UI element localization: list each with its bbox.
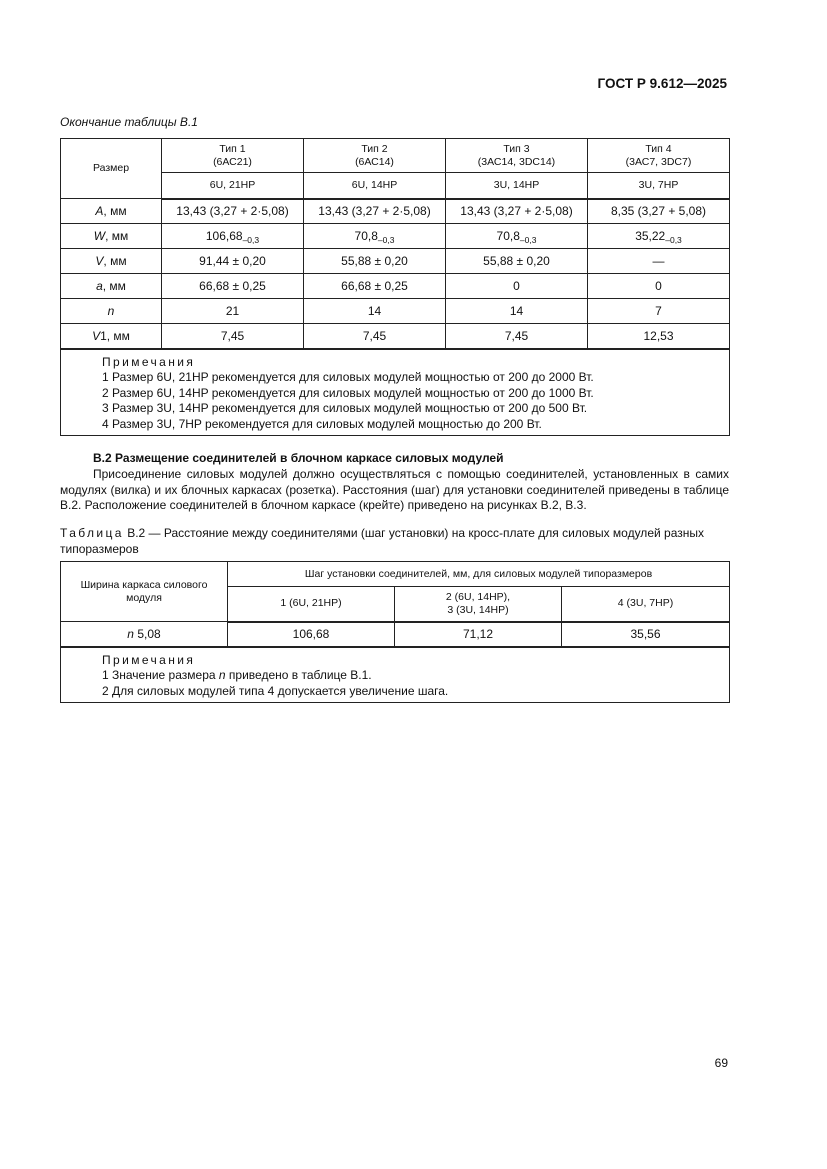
table-row bbox=[61, 622, 730, 647]
type-size: 6U, 14HP bbox=[304, 173, 446, 199]
row-label: W, мм bbox=[61, 224, 162, 249]
size-header: Размер bbox=[61, 139, 162, 199]
table-cell: $70,8_{-0,3}$ bbox=[304, 224, 446, 249]
table-b1 bbox=[60, 138, 730, 436]
table-cell: 91,44 ± 0,20 bbox=[162, 249, 304, 274]
row-label: a, мм bbox=[61, 274, 162, 299]
table-cell: 66,68 ± 0,25 bbox=[162, 274, 304, 299]
table-row bbox=[61, 224, 730, 249]
table-cell: $70,8_{-0,3}$ bbox=[446, 224, 588, 249]
type-header: Тип 2 (6АС14) bbox=[304, 139, 446, 173]
row-label: A, мм bbox=[61, 199, 162, 224]
table-cell: $35,22_{-0,3}$ bbox=[588, 224, 730, 249]
table-cell: 7,45 bbox=[446, 324, 588, 349]
table-row bbox=[61, 199, 730, 224]
row-label: V, мм bbox=[61, 249, 162, 274]
table-cell: 71,12 bbox=[395, 622, 562, 647]
table-cell: 8,35 (3,27 + 5,08) bbox=[588, 199, 730, 224]
table-cell: 7,45 bbox=[162, 324, 304, 349]
table-cell: 13,43 (3,27 + 2·5,08) bbox=[162, 199, 304, 224]
table-row bbox=[61, 274, 730, 299]
table-cell: 13,43 (3,27 + 2·5,08) bbox=[446, 199, 588, 224]
type-size: 6U, 21HP bbox=[162, 173, 304, 199]
type-header: Тип 3 (3АС14, 3DC14) bbox=[446, 139, 588, 173]
table-cell: 0 bbox=[588, 274, 730, 299]
table-cell: 55,88 ± 0,20 bbox=[446, 249, 588, 274]
module-type-header: 2 (6U, 14HP), 3 (3U, 14HP) bbox=[395, 587, 562, 622]
type-header: Тип 1 (6АС21) bbox=[162, 139, 304, 173]
table-row bbox=[61, 324, 730, 349]
type-size: 3U, 14HP bbox=[446, 173, 588, 199]
table-cell: 21 bbox=[162, 299, 304, 324]
row-label: V1, мм bbox=[61, 324, 162, 349]
table-cell: $106,68_{-0,3}$ bbox=[162, 224, 304, 249]
type-size: 3U, 7HP bbox=[588, 173, 730, 199]
table-row bbox=[61, 299, 730, 324]
table-cell: 7 bbox=[588, 299, 730, 324]
table-row bbox=[61, 249, 730, 274]
section-paragraph: Присоединение силовых модулей должно осуществляться с помощью соединителей, установленных в самих модулях (вилка) и их блочных каркасах (розетка). Расстояния (шаг) для установки соединителей приведены в таблице В.2. Расположение соединителей в блочном каркасе (крейте) приведено на рисунках В.2, В.3. bbox=[60, 467, 729, 512]
table-cell: 14 bbox=[446, 299, 588, 324]
table-cell: — bbox=[588, 249, 730, 274]
module-type-header: 4 (3U, 7HP) bbox=[562, 587, 730, 622]
frame-width-header: Ширина каркаса силового модуля bbox=[61, 562, 228, 622]
row-label: n bbox=[61, 299, 162, 324]
type-header: Тип 4 (3АС7, 3DC7) bbox=[588, 139, 730, 173]
table-cell: 106,68 bbox=[228, 622, 395, 647]
table-cell: 13,43 (3,27 + 2·5,08) bbox=[304, 199, 446, 224]
table-cell: 12,53 bbox=[588, 324, 730, 349]
page-number: 69 bbox=[714, 1056, 728, 1070]
table-cell: 7,45 bbox=[304, 324, 446, 349]
table-b2-caption: Таблица В.2 — Расстояние между соединителями (шаг установки) на кросс-плате для силовых модулей разных типоразмеров bbox=[60, 526, 704, 556]
table-cell: 35,56 bbox=[562, 622, 730, 647]
document-header: ГОСТ Р 9.612—2025 bbox=[597, 76, 727, 91]
table-cell: 55,88 ± 0,20 bbox=[304, 249, 446, 274]
table-cell: 0 bbox=[446, 274, 588, 299]
module-type-header: 1 (6U, 21HP) bbox=[228, 587, 395, 622]
table-b1-notes: Примечания 1 Размер 6U, 21HP рекомендуется для силовых модулей мощностью от 200 до 2000 Вт. 2 Размер 6U, 14HP рекомендуется для силовых модулей мощностью от 200 до 1000 Вт. 3 Размер 3U, 14HP рекомендуется для силовых модулей мощностью от 200 до 500 Вт. 4 Размер 3U, 7HP рекомендуется для силовых модулей мощностью до 200 Вт. bbox=[61, 349, 730, 436]
table-cell: 66,68 ± 0,25 bbox=[304, 274, 446, 299]
table-cell: 14 bbox=[304, 299, 446, 324]
pitch-group-header: Шаг установки соединителей, мм, для силовых модулей типоразмеров bbox=[228, 562, 730, 587]
section-heading: В.2 Размещение соединителей в блочном каркасе силовых модулей bbox=[93, 451, 504, 465]
table-b1-caption: Окончание таблицы В.1 bbox=[60, 115, 198, 129]
table-b2-notes: Примечания 1 Значение размера n приведено в таблице В.1. 2 Для силовых модулей типа 4 допускается увеличение шага. bbox=[61, 647, 730, 703]
row-label: n 5,08 bbox=[61, 622, 228, 647]
table-b2 bbox=[60, 561, 730, 703]
